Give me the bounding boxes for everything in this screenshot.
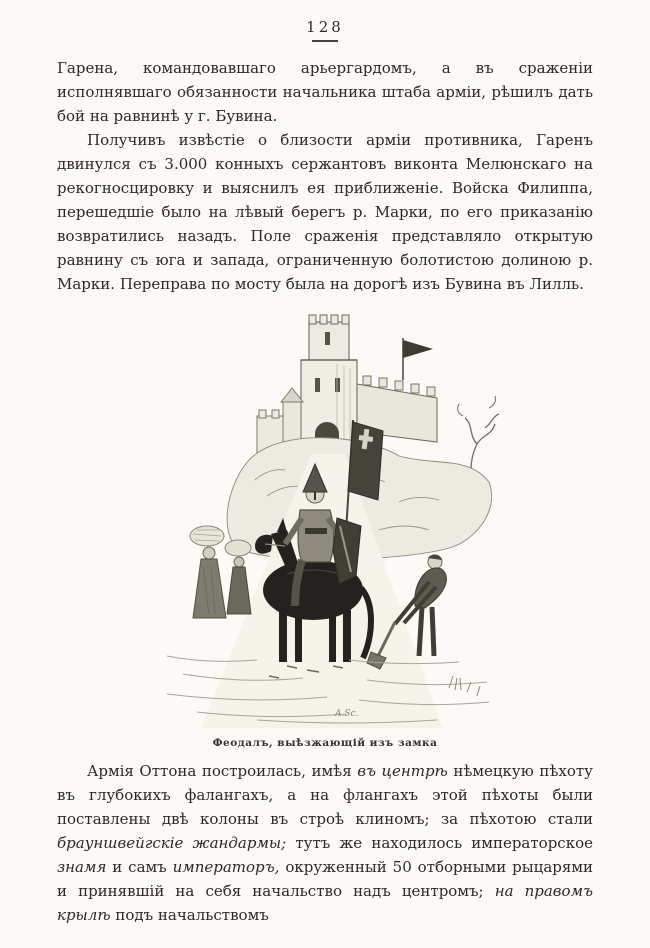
page-number-rule (312, 40, 338, 42)
castle-group (257, 315, 437, 456)
illustration-figure (136, 304, 514, 749)
paragraph-1: Гарена, командовавшаго арьергардомъ, а въ сраженіи исполнявшаго обязанности начальника штаба арміи, рѣшилъ дать бой на равнинѣ у г. Бувина. (57, 59, 593, 125)
grass-tufts (449, 676, 480, 696)
engraver-signature: A.Sc. (335, 709, 359, 719)
paragraph-2: Получивъ извѣстіе о близости арміи противника, Гаренъ двинулся съ 3.000 конныхъ сержантовъ виконта Мелюнскаго на рекогносцировку и выяснилъ ея приближеніе. Войска Филиппа, перешедшіе было на лѣвый берегъ р. Марки, по его приказанію возвратились назадъ. Поле сраженія представляло открытую равнину съ юга и запада, ограниченную болотистою долиною р. Марки. Переправа по мосту была на дорогѣ изъ Бувина въ Лилль. (57, 131, 593, 293)
engraving-image (137, 304, 513, 728)
illustration-caption: Феодалъ, выѣзжающій изъ замка (212, 737, 438, 749)
page-header (57, 18, 593, 42)
pennant-flag-icon (403, 338, 433, 380)
paragraph-3: Армія Оттона построилась, имѣя въ центрѣ нѣмецкую пѣхоту въ глубокихъ фалангахъ, а на флангахъ этой пѣхоты были поставлены двѣ колоны въ строѣ клиномъ; за пѣхотою стали брауншвейгскіе жандармы; тутъ же находилось императорское знамя и самъ императоръ, окруженный 50 отборными рыцарями и принявшій на себя начальство надъ центромъ; на правомъ крылѣ подъ начальствомъ (57, 762, 593, 924)
page-number: 128 (306, 18, 344, 36)
